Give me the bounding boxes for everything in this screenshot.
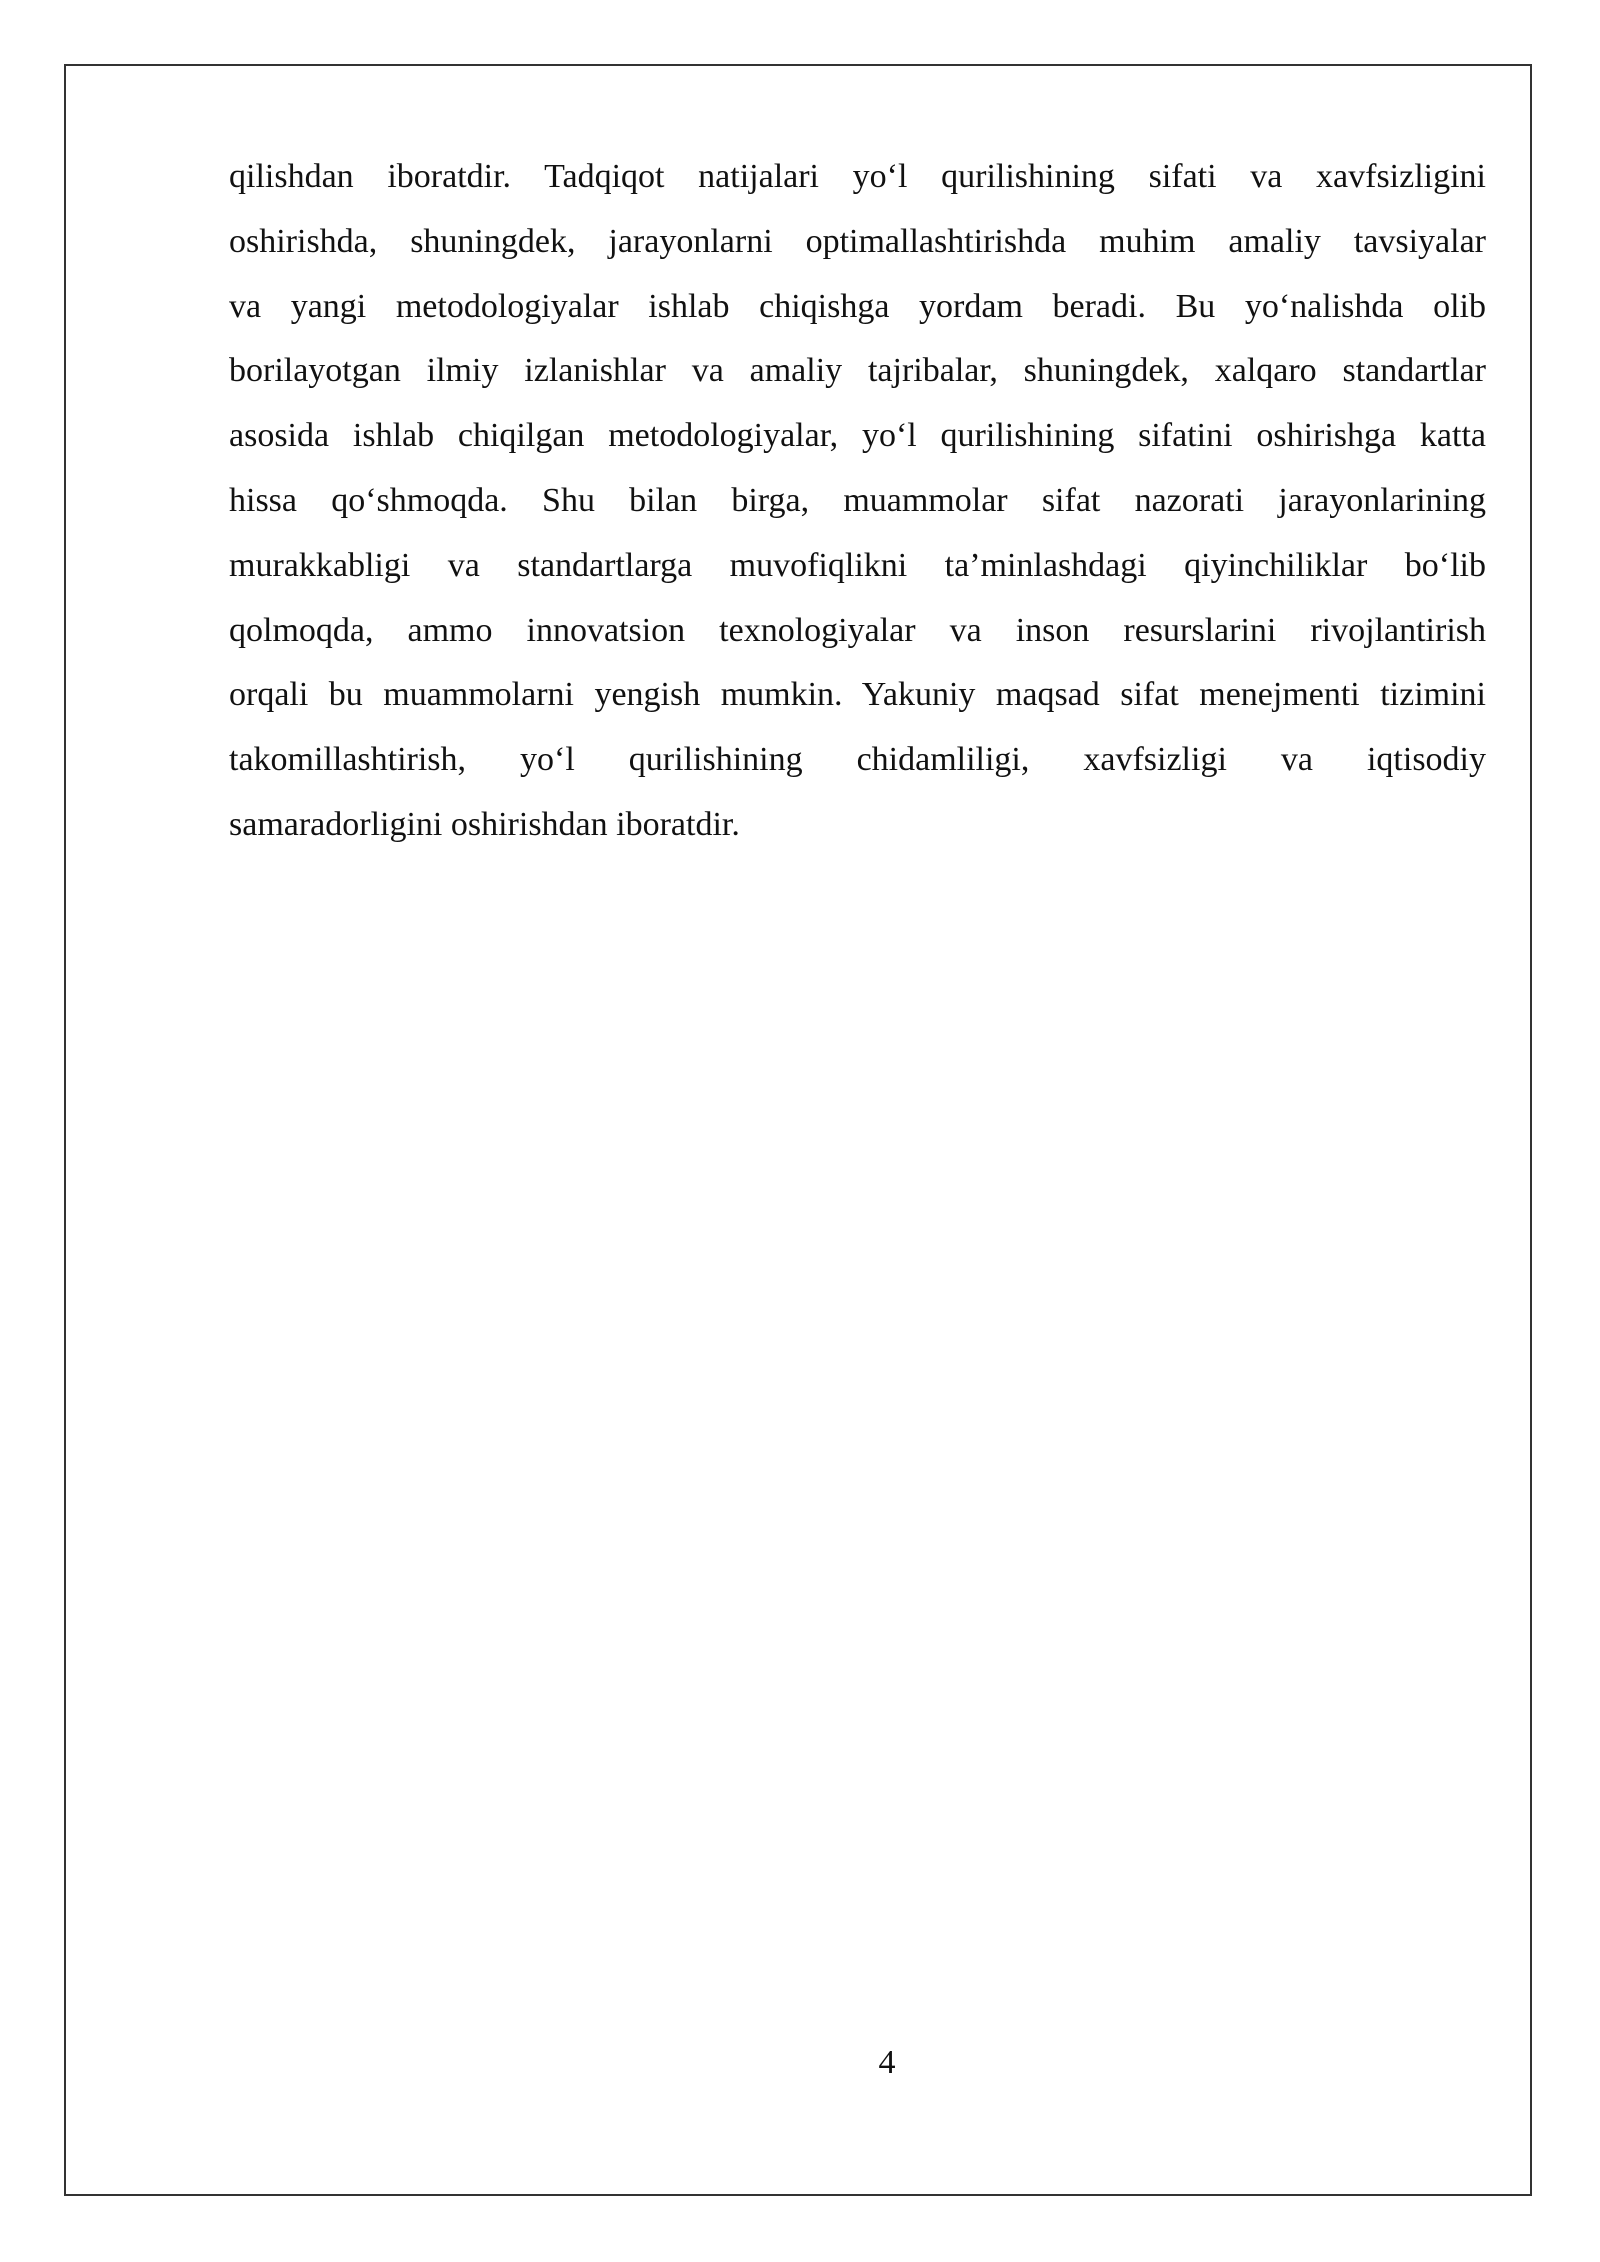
body-paragraph	[229, 145, 1486, 858]
paragraph-line-2: oshirishda, shuningdek, jarayonlarni optimallashtirishda muhim amaliy tavsiyalar	[229, 222, 1486, 260]
paragraph-line-4: borilayotgan ilmiy izlanishlar va amaliy tajribalar, shuningdek, xalqaro standartlar	[229, 352, 1486, 390]
paragraph-line-7: murakkabligi va standartlarga muvofiqlikni ta’minlashdagi qiyinchiliklar bo‘lib	[229, 546, 1486, 584]
paragraph-line-8: qolmoqda, ammo innovatsion texnologiyalar va inson resurslarini rivojlantirish	[229, 611, 1486, 649]
paragraph-line-10: takomillashtirish, yo‘l qurilishining chidamliligi, xavfsizligi va iqtisodiy	[229, 741, 1486, 779]
paragraph-line-3: va yangi metodologiyalar ishlab chiqishga yordam beradi. Bu yo‘nalishda olib	[229, 287, 1486, 325]
paragraph-line-6: hissa qo‘shmoqda. Shu bilan birga, muammolar sifat nazorati jarayonlarining	[229, 481, 1486, 519]
paragraph-line-11: samaradorligini oshirishdan iboratdir.	[229, 805, 740, 843]
paragraph-line-5: asosida ishlab chiqilgan metodologiyalar, yo‘l qurilishining sifatini oshirishga katta	[229, 417, 1486, 455]
paragraph-line-1: qilishdan iboratdir. Tadqiqot natijalari yo‘l qurilishining sifati va xavfsizligini	[229, 158, 1486, 195]
page-number: 4	[878, 2044, 896, 2081]
paragraph-line-9: orqali bu muammolarni yengish mumkin. Yakuniy maqsad sifat menejmenti tizimini	[229, 676, 1486, 714]
